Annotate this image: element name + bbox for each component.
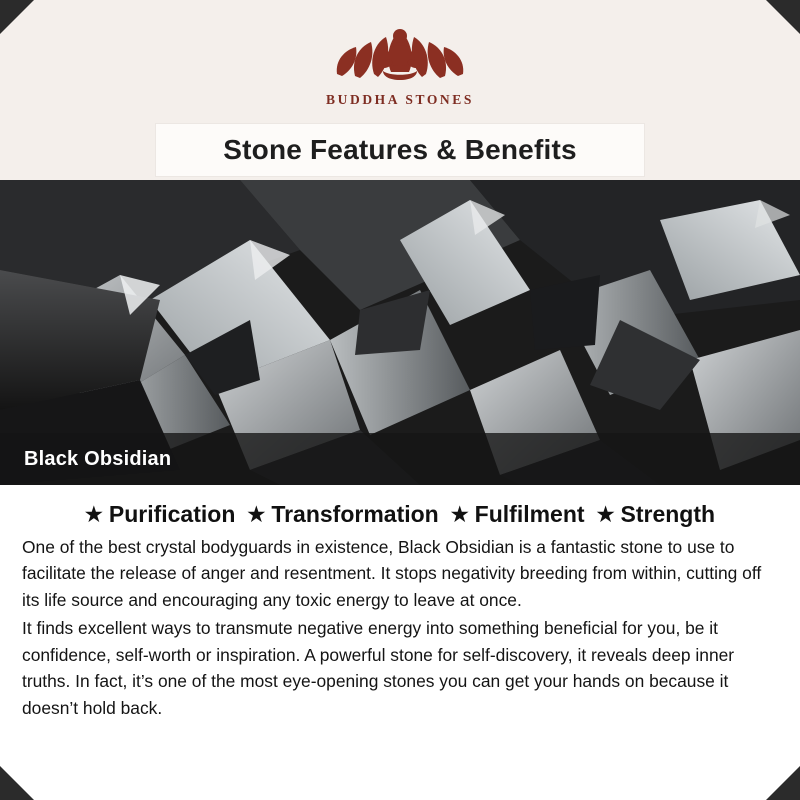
keyword-list [22,501,778,528]
stone-name-caption: Black Obsidian [24,447,172,470]
lotus-meditation-figure-icon [325,14,475,90]
keyword-label: Strength [620,501,716,527]
brand-logo [0,14,800,108]
keyword-label: Transformation [271,501,439,527]
keyword-item [237,501,438,528]
star-icon: ★ [450,504,469,526]
content-section [0,485,800,800]
stone-photo [0,180,800,485]
keyword-label: Purification [108,501,236,527]
star-icon: ★ [84,504,103,526]
star-icon: ★ [596,504,615,526]
header-section [0,0,800,180]
corner-accent-top-left [0,0,34,34]
title-banner [156,124,644,176]
star-icon: ★ [247,504,266,526]
corner-accent-top-right [766,0,800,34]
keyword-item [441,501,585,528]
body-paragraph-1: One of the best crystal bodyguards in existence, Black Obsidian is a fantastic stone to use to facilitate the release of anger and resentment. It stops negativity breeding from within, cutting off its life source and encouraging any toxic energy to leave at once. [22,537,762,610]
keyword-label: Fulfilment [474,501,585,527]
corner-accent-bottom-left [0,766,34,800]
keyword-item [587,501,716,528]
keyword-item [85,501,235,528]
photo-caption-band [0,433,800,485]
body-paragraph-2: It finds excellent ways to transmute negative energy into something beneficial for you, be it confidence, self-worth or inspiration. A powerful stone for self-discovery, it reveals deep inner truths. In fact, it’s one of the most eye-opening stones you can get your hands on because it doesn’t hold back. [22,618,735,718]
brand-name: BUDDHA STONES [326,92,474,107]
page-title: Stone Features & Benefits [223,134,577,165]
corner-accent-bottom-right [766,766,800,800]
